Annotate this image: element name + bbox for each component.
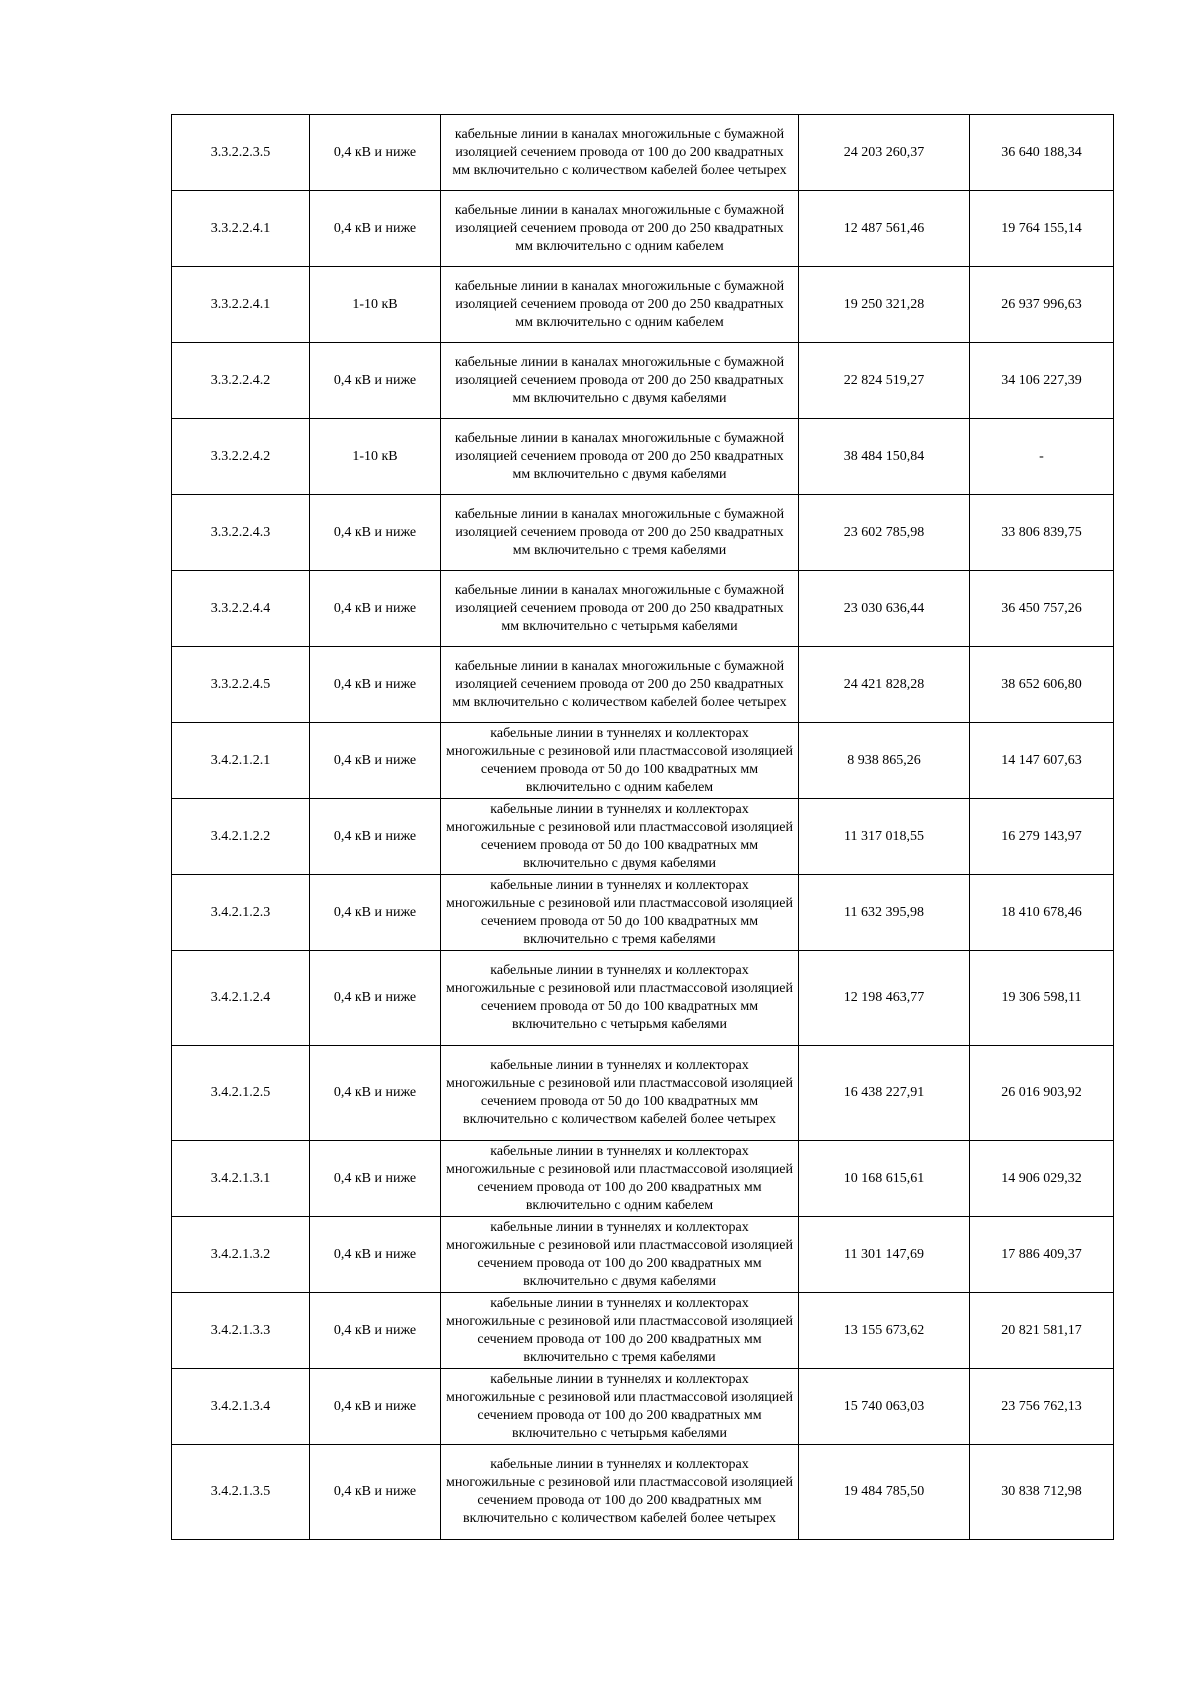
row-voltage-cell: 0,4 кВ и ниже: [310, 951, 441, 1046]
row-code-cell: 3.3.2.2.4.3: [172, 495, 310, 571]
row-value1-cell: 38 484 150,84: [799, 419, 970, 495]
row-description-cell: кабельные линии в туннелях и коллекторах многожильные с резиновой или пластмассовой изоляцией сечением провода от 50 до 100 квадратных мм включительно с количеством кабелей более четырех: [441, 1046, 799, 1141]
row-code-cell: 3.3.2.2.4.4: [172, 571, 310, 647]
row-description-cell: кабельные линии в туннелях и коллекторах многожильные с резиновой или пластмассовой изоляцией сечением провода от 100 до 200 квадратных мм включительно с количеством кабелей более четырех: [441, 1445, 799, 1540]
table-row: [172, 875, 1114, 951]
table-row: [172, 799, 1114, 875]
row-description-cell: кабельные линии в туннелях и коллекторах многожильные с резиновой или пластмассовой изоляцией сечением провода от 50 до 100 квадратных мм включительно с четырьмя кабелями: [441, 951, 799, 1046]
row-code-cell: 3.3.2.2.3.5: [172, 115, 310, 191]
row-value2-cell: 36 640 188,34: [970, 115, 1114, 191]
row-value1-cell: 16 438 227,91: [799, 1046, 970, 1141]
row-description-cell: кабельные линии в туннелях и коллекторах многожильные с резиновой или пластмассовой изоляцией сечением провода от 100 до 200 квадратных мм включительно с одним кабелем: [441, 1141, 799, 1217]
row-value2-cell: 38 652 606,80: [970, 647, 1114, 723]
row-voltage-cell: 0,4 кВ и ниже: [310, 875, 441, 951]
table-row: [172, 419, 1114, 495]
row-value1-cell: 13 155 673,62: [799, 1293, 970, 1369]
row-value1-cell: 24 421 828,28: [799, 647, 970, 723]
row-value2-cell: 33 806 839,75: [970, 495, 1114, 571]
row-value2-cell: 26 937 996,63: [970, 267, 1114, 343]
row-code-cell: 3.3.2.2.4.5: [172, 647, 310, 723]
row-value1-cell: 12 198 463,77: [799, 951, 970, 1046]
row-code-cell: 3.4.2.1.2.3: [172, 875, 310, 951]
row-description-cell: кабельные линии в каналах многожильные с бумажной изоляцией сечением провода от 200 до 250 квадратных мм включительно с двумя кабелями: [441, 343, 799, 419]
row-value1-cell: 12 487 561,46: [799, 191, 970, 267]
table-row: [172, 115, 1114, 191]
table-row: [172, 1217, 1114, 1293]
table-row: [172, 1293, 1114, 1369]
row-value1-cell: 19 250 321,28: [799, 267, 970, 343]
table-row: [172, 191, 1114, 267]
row-description-cell: кабельные линии в туннелях и коллекторах многожильные с резиновой или пластмассовой изоляцией сечением провода от 50 до 100 квадратных мм включительно с тремя кабелями: [441, 875, 799, 951]
row-value2-cell: 26 016 903,92: [970, 1046, 1114, 1141]
row-value1-cell: 8 938 865,26: [799, 723, 970, 799]
row-value1-cell: 11 632 395,98: [799, 875, 970, 951]
row-voltage-cell: 0,4 кВ и ниже: [310, 723, 441, 799]
table-body: [172, 115, 1114, 1540]
table-row: [172, 1046, 1114, 1141]
row-description-cell: кабельные линии в каналах многожильные с бумажной изоляцией сечением провода от 200 до 250 квадратных мм включительно с одним кабелем: [441, 191, 799, 267]
row-value2-cell: 23 756 762,13: [970, 1369, 1114, 1445]
tariff-table: [171, 114, 1114, 1540]
row-voltage-cell: 0,4 кВ и ниже: [310, 1369, 441, 1445]
row-value1-cell: 15 740 063,03: [799, 1369, 970, 1445]
table-row: [172, 647, 1114, 723]
row-description-cell: кабельные линии в туннелях и коллекторах многожильные с резиновой или пластмассовой изоляцией сечением провода от 50 до 100 квадратных мм включительно с одним кабелем: [441, 723, 799, 799]
row-value1-cell: 19 484 785,50: [799, 1445, 970, 1540]
table-row: [172, 1141, 1114, 1217]
table-row: [172, 267, 1114, 343]
table-row: [172, 1369, 1114, 1445]
row-voltage-cell: 0,4 кВ и ниже: [310, 1293, 441, 1369]
row-value2-cell: 36 450 757,26: [970, 571, 1114, 647]
row-code-cell: 3.4.2.1.2.5: [172, 1046, 310, 1141]
row-value2-cell: 34 106 227,39: [970, 343, 1114, 419]
row-code-cell: 3.4.2.1.3.2: [172, 1217, 310, 1293]
row-code-cell: 3.4.2.1.2.1: [172, 723, 310, 799]
row-value1-cell: 23 602 785,98: [799, 495, 970, 571]
row-code-cell: 3.4.2.1.2.2: [172, 799, 310, 875]
row-description-cell: кабельные линии в туннелях и коллекторах многожильные с резиновой или пластмассовой изоляцией сечением провода от 100 до 200 квадратных мм включительно с двумя кабелями: [441, 1217, 799, 1293]
table-row: [172, 1445, 1114, 1540]
row-value1-cell: 11 301 147,69: [799, 1217, 970, 1293]
table-row: [172, 495, 1114, 571]
row-voltage-cell: 1-10 кВ: [310, 267, 441, 343]
row-voltage-cell: 0,4 кВ и ниже: [310, 799, 441, 875]
row-code-cell: 3.4.2.1.3.1: [172, 1141, 310, 1217]
row-value2-cell: 16 279 143,97: [970, 799, 1114, 875]
row-voltage-cell: 0,4 кВ и ниже: [310, 1141, 441, 1217]
row-description-cell: кабельные линии в каналах многожильные с бумажной изоляцией сечением провода от 200 до 250 квадратных мм включительно с тремя кабелями: [441, 495, 799, 571]
row-description-cell: кабельные линии в каналах многожильные с бумажной изоляцией сечением провода от 200 до 250 квадратных мм включительно с количеством кабелей более четырех: [441, 647, 799, 723]
row-value2-cell: 30 838 712,98: [970, 1445, 1114, 1540]
row-code-cell: 3.3.2.2.4.1: [172, 267, 310, 343]
row-value1-cell: 23 030 636,44: [799, 571, 970, 647]
row-description-cell: кабельные линии в туннелях и коллекторах многожильные с резиновой или пластмассовой изоляцией сечением провода от 100 до 200 квадратных мм включительно с четырьмя кабелями: [441, 1369, 799, 1445]
row-value2-cell: 17 886 409,37: [970, 1217, 1114, 1293]
row-voltage-cell: 0,4 кВ и ниже: [310, 1445, 441, 1540]
row-code-cell: 3.3.2.2.4.2: [172, 343, 310, 419]
table-row: [172, 343, 1114, 419]
row-code-cell: 3.3.2.2.4.1: [172, 191, 310, 267]
row-voltage-cell: 0,4 кВ и ниже: [310, 1046, 441, 1141]
row-value2-cell: 19 306 598,11: [970, 951, 1114, 1046]
table-row: [172, 951, 1114, 1046]
row-value2-cell: 14 906 029,32: [970, 1141, 1114, 1217]
row-description-cell: кабельные линии в каналах многожильные с бумажной изоляцией сечением провода от 200 до 250 квадратных мм включительно с одним кабелем: [441, 267, 799, 343]
row-voltage-cell: 1-10 кВ: [310, 419, 441, 495]
row-code-cell: 3.4.2.1.2.4: [172, 951, 310, 1046]
row-description-cell: кабельные линии в туннелях и коллекторах многожильные с резиновой или пластмассовой изоляцией сечением провода от 100 до 200 квадратных мм включительно с тремя кабелями: [441, 1293, 799, 1369]
row-value2-cell: 19 764 155,14: [970, 191, 1114, 267]
row-value2-cell: 14 147 607,63: [970, 723, 1114, 799]
row-code-cell: 3.3.2.2.4.2: [172, 419, 310, 495]
row-value2-cell: 20 821 581,17: [970, 1293, 1114, 1369]
table-row: [172, 723, 1114, 799]
row-voltage-cell: 0,4 кВ и ниже: [310, 115, 441, 191]
row-description-cell: кабельные линии в каналах многожильные с бумажной изоляцией сечением провода от 200 до 250 квадратных мм включительно с двумя кабелями: [441, 419, 799, 495]
row-voltage-cell: 0,4 кВ и ниже: [310, 343, 441, 419]
row-voltage-cell: 0,4 кВ и ниже: [310, 495, 441, 571]
row-value2-cell: 18 410 678,46: [970, 875, 1114, 951]
row-voltage-cell: 0,4 кВ и ниже: [310, 571, 441, 647]
row-value1-cell: 11 317 018,55: [799, 799, 970, 875]
row-value2-cell: -: [970, 419, 1114, 495]
row-description-cell: кабельные линии в каналах многожильные с бумажной изоляцией сечением провода от 200 до 250 квадратных мм включительно с четырьмя кабелями: [441, 571, 799, 647]
row-voltage-cell: 0,4 кВ и ниже: [310, 191, 441, 267]
row-value1-cell: 10 168 615,61: [799, 1141, 970, 1217]
table-row: [172, 571, 1114, 647]
row-value1-cell: 24 203 260,37: [799, 115, 970, 191]
row-value1-cell: 22 824 519,27: [799, 343, 970, 419]
row-voltage-cell: 0,4 кВ и ниже: [310, 1217, 441, 1293]
row-voltage-cell: 0,4 кВ и ниже: [310, 647, 441, 723]
row-description-cell: кабельные линии в туннелях и коллекторах многожильные с резиновой или пластмассовой изоляцией сечением провода от 50 до 100 квадратных мм включительно с двумя кабелями: [441, 799, 799, 875]
row-description-cell: кабельные линии в каналах многожильные с бумажной изоляцией сечением провода от 100 до 200 квадратных мм включительно с количеством кабелей более четырех: [441, 115, 799, 191]
row-code-cell: 3.4.2.1.3.5: [172, 1445, 310, 1540]
row-code-cell: 3.4.2.1.3.4: [172, 1369, 310, 1445]
row-code-cell: 3.4.2.1.3.3: [172, 1293, 310, 1369]
